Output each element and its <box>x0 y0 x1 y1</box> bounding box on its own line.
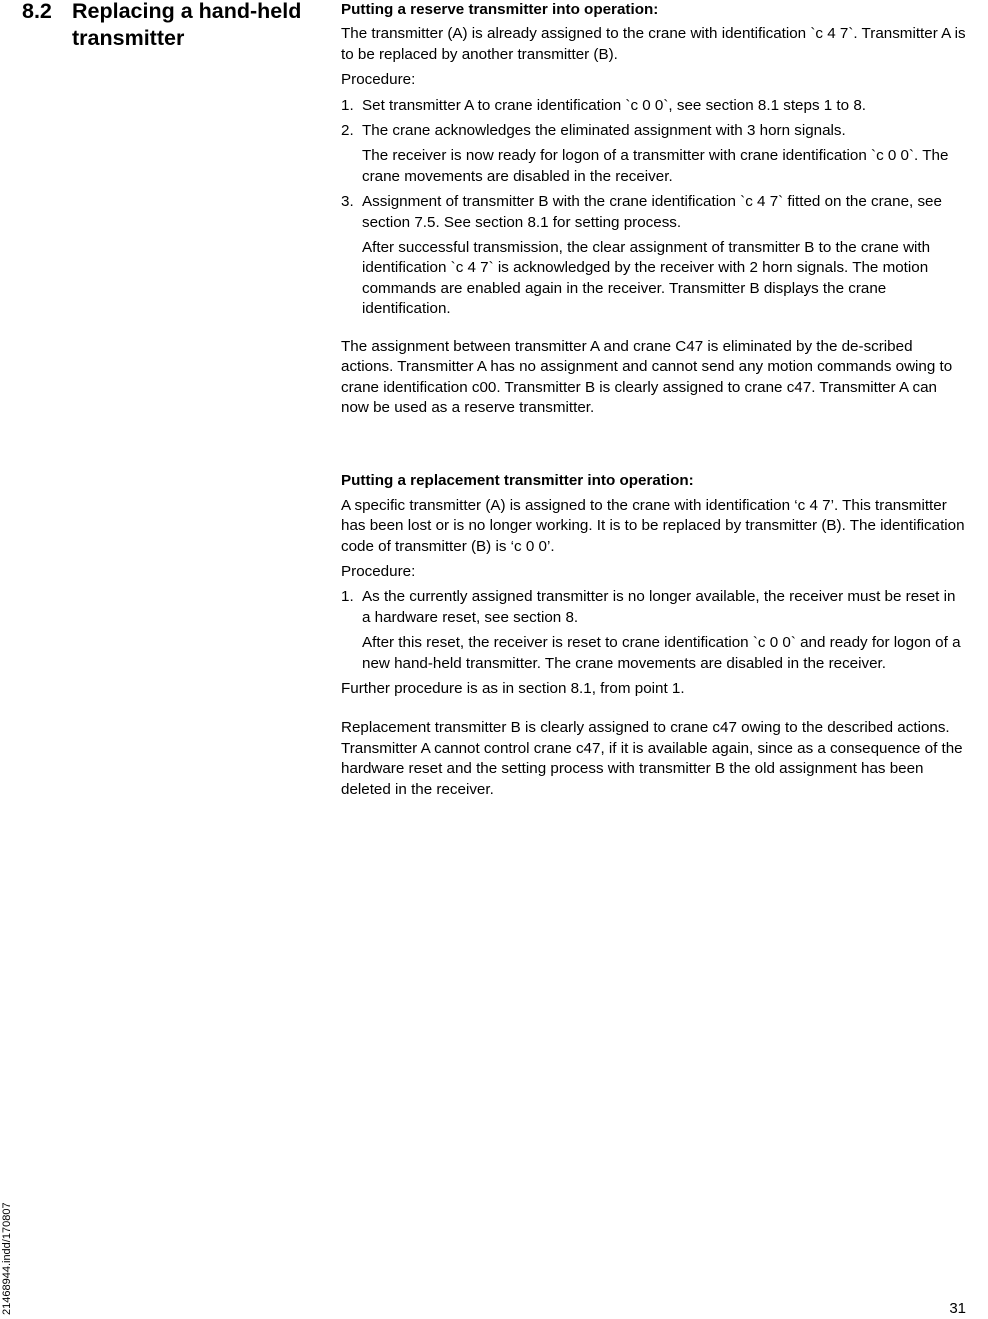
step-text: Set transmitter A to crane identification `c 0 0`, see section 8.1 steps 1 to 8. <box>362 96 866 114</box>
step-number: 2. <box>341 122 354 140</box>
reserve-step-3 <box>341 192 966 319</box>
step-note: The receiver is now ready for logon of a transmitter with crane identification `c 0 0`. The crane movements are disabled in the receiver. <box>362 147 949 185</box>
step-text: Assignment of transmitter B with the crane identification `c 4 7` fitted on the crane, see section 7.5. See section 8.1 for setting process. <box>362 193 942 231</box>
step-note: After this reset, the receiver is reset to crane identification `c 0 0` and ready for logon of a new hand-held transmitter. The crane movements are disabled in the receiver. <box>362 634 961 672</box>
step-text: The crane acknowledges the eliminated assignment with 3 horn signals. <box>362 122 846 140</box>
section-number: 8.2 <box>22 0 52 23</box>
replacement-procedure-label: Procedure: <box>341 562 416 580</box>
reserve-procedure-label: Procedure: <box>341 71 416 89</box>
replacement-summary: Replacement transmitter B is clearly assigned to crane c47 owing to the described actions. Transmitter A cannot control crane c47, if it is available again, since as a consequence of the hardware reset and the setting process with transmitter B the old assignment has been deleted in the receiver. <box>341 719 963 798</box>
reserve-steps <box>341 96 966 320</box>
replacement-further: Further procedure is as in section 8.1, from point 1. <box>341 679 685 697</box>
reserve-intro: The transmitter (A) is already assigned to the crane with identification `c 4 7`. Transmitter A is to be replaced by another transmitter (B). <box>341 25 966 63</box>
step-note: After successful transmission, the clear assignment of transmitter B to the crane with identification `c 4 7` is acknowledged by the receiver with 2 horn signals. The motion commands are enabled again in the receiver. Transmitter B displays the crane identification. <box>362 239 931 318</box>
section-title: Replacing a hand-held transmitter <box>72 0 302 50</box>
step-number: 3. <box>341 193 354 211</box>
main-content <box>341 0 966 805</box>
replacement-heading: Putting a replacement transmitter into operation: <box>341 472 694 490</box>
reserve-step-1 <box>341 96 966 116</box>
file-code: 21468944.indd/170807 <box>1 1202 13 1315</box>
replacement-step-1 <box>341 587 966 674</box>
step-number: 1. <box>341 96 354 114</box>
replacement-intro: A specific transmitter (A) is assigned to the crane with identification ‘c 4 7’. This transmitter has been lost or is no longer working. It is to be replaced by transmitter (B). The identification code of transmitter (B) is ‘c 0 0’. <box>341 496 965 555</box>
replacement-steps <box>341 587 966 674</box>
reserve-summary: The assignment between transmitter A and crane C47 is eliminated by the de-scribed actions. Transmitter A has no assignment and cannot send any motion commands owing to crane identification c00. Transmitter B is clearly assigned to crane c47. Transmitter A can now be used as a reserve transmitter. <box>341 337 953 416</box>
step-text: As the currently assigned transmitter is no longer available, the receiver must be reset in a hardware reset, see section 8. <box>362 588 956 626</box>
page-number: 31 <box>949 1300 966 1317</box>
reserve-step-2 <box>341 121 966 187</box>
reserve-heading: Putting a reserve transmitter into operation: <box>341 1 659 18</box>
step-number: 1. <box>341 588 354 606</box>
